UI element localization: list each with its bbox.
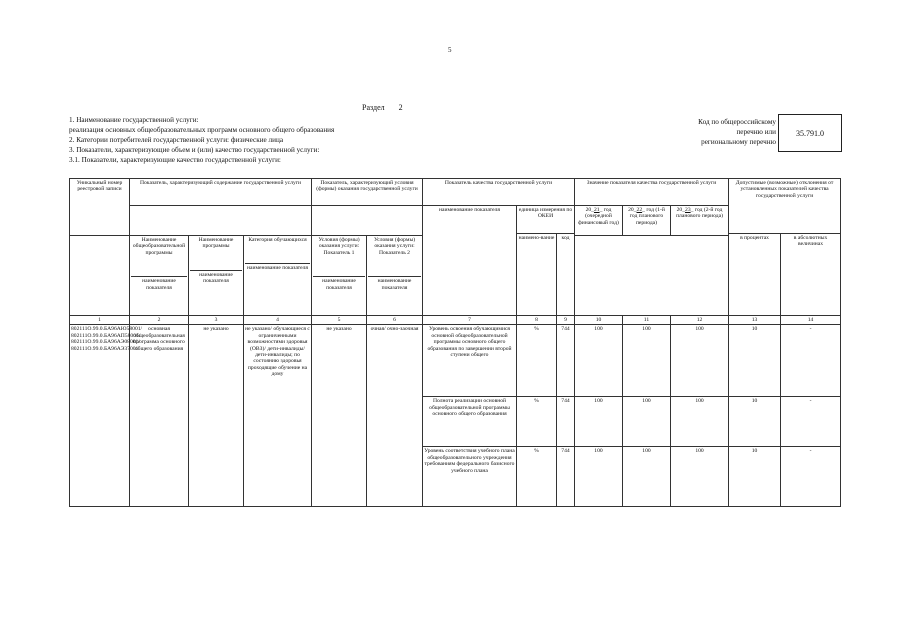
code-label-line3: региональному перечню (701, 138, 776, 146)
indicator-v3-cell: 100 (671, 325, 729, 397)
indicator-v1-cell: 100 (575, 397, 623, 447)
header-percent: в процентах (729, 234, 781, 316)
unique-number-cell: 802111О.99.0.БА96АЮ58001/ 802111О.99.0.БА96АП58001/ 802111О.99.0.БА96АЭ08001/ 802111О.99.0.БА96АЭ37001 (70, 325, 130, 507)
indicator-pct-cell: 10 (729, 325, 781, 397)
indicator-unit-cell: % (517, 397, 557, 447)
header-year-2: 20_22_ год (1-й год планового периода) (623, 206, 671, 236)
column-number: 5 (312, 316, 367, 325)
column-number: 1 (70, 316, 130, 325)
indicator-v3-cell: 100 (671, 397, 729, 447)
year-1-value: 21 (593, 207, 600, 213)
c3-label: Категория обучающихся (248, 237, 307, 243)
c1-label: Наименование общеобразовательной программы (132, 237, 186, 256)
c4-cell: не указано/ обучающиеся с ограниченными возможностями здоровья (ОВЗ)/ дети-инвалиды/ дети-инвалиды; по состоянию здоровья проходящие обучение на дому (244, 325, 312, 507)
year-1-caption: год (очередной финансовый год) (578, 207, 619, 226)
column-number: 12 (671, 316, 729, 325)
c5-cell: не указано (312, 325, 367, 507)
c5-label: Условия (формы) оказания услуги: Показатель 2 (373, 237, 416, 256)
c3-sub: наименование показателя (245, 263, 310, 271)
year-2-caption: год (1-й год планового периода) (629, 207, 665, 226)
header-deviation: Допустимые (возможные) отклонения от установленных показателей качества государственной услуги (729, 179, 841, 234)
header-year-1: 20_21_ год (очередной финансовый год) (575, 206, 623, 236)
program-cell: основная общеобразовательная программа основного общего образования (130, 325, 189, 507)
year-1-prefix: 20 (585, 207, 592, 213)
column-number: 8 (517, 316, 557, 325)
header-unit-code: код (557, 234, 575, 316)
column-number: 11 (623, 316, 671, 325)
indicator-v2-cell: 100 (623, 447, 671, 507)
column-number: 2 (130, 316, 189, 325)
year-2-value: 22 (636, 207, 643, 213)
header-c3 (244, 236, 312, 316)
indicators-label: 3. Показатели, характеризующие объем и (или) качество государственной услуги: (69, 146, 320, 154)
c3-cell: не указано (189, 325, 244, 507)
header-unit: единица измерения по ОКЕИ (517, 206, 575, 234)
table-row (70, 325, 841, 397)
header-indicator-values: Значение показателя качества государственной услуги (575, 179, 729, 206)
header-year-spacer (575, 236, 729, 316)
header-c2 (189, 236, 244, 316)
indicator-code-cell: 744 (557, 447, 575, 507)
indicator-pct-cell: 10 (729, 397, 781, 447)
year-2-prefix: 20 (628, 207, 634, 213)
header-c1 (130, 236, 189, 316)
indicator-name-cell: Уровень освоения обучающимися основной общеобразовательной программы основного общего образования по завершении второй ступени общего (423, 325, 517, 397)
year-3-value: 23 (685, 207, 691, 213)
indicator-v2-cell: 100 (623, 325, 671, 397)
c4-label: Условия (формы) оказания услуги: Показатель 1 (318, 237, 360, 256)
section-number: 2 (398, 103, 403, 112)
year-3-caption: год (2-й год планового периода) (676, 207, 723, 220)
indicator-abs-cell: - (781, 447, 841, 507)
header-content-indicator: Показатель, характеризующий содержание государственной услуги (130, 179, 312, 206)
column-numbers-row (70, 316, 841, 325)
service-name-label: 1. Наименование государственной услуги: (69, 116, 199, 124)
header-c5 (367, 236, 423, 316)
section-label: Раздел (362, 103, 385, 112)
indicator-name-cell: Уровень соответствия учебного плана общеобразовательного учреждения требованиям федерального базисного учебного плана (423, 447, 517, 507)
indicator-abs-cell: - (781, 397, 841, 447)
code-label (640, 117, 776, 147)
consumer-category: 2. Категории потребителей государственной услуги: физические лица (69, 136, 284, 144)
indicator-abs-cell: - (781, 325, 841, 397)
quality-indicators-table (69, 178, 841, 507)
header-conditions-indicator: Показатель, характеризующий условия (формы) оказания государственной услуги (312, 179, 423, 206)
column-number: 14 (781, 316, 841, 325)
column-number: 3 (189, 316, 244, 325)
indicator-unit-cell: % (517, 447, 557, 507)
content-spacer (130, 206, 312, 236)
header-quality-indicator: Показатель качества государственной услуги (423, 179, 575, 206)
page-number: 5 (448, 46, 452, 54)
quality-indicators-label: 3.1. Показатели, характеризующие качество государственной услуги: (69, 156, 281, 164)
c2-sub: наименование показателя (190, 270, 242, 285)
header-year-3: 20_23_ год (2-й год планового периода) (671, 206, 729, 236)
column-number: 13 (729, 316, 781, 325)
registry-code-box (778, 114, 842, 152)
column-number: 4 (244, 316, 312, 325)
code-label-line1: Код по общероссийскому (698, 118, 776, 126)
section-title (362, 103, 403, 112)
c6-cell: очная/ очно-заочная (367, 325, 423, 507)
service-name: реализация основных общеобразовательных программ основного общего образования (69, 126, 335, 134)
c5-sub: наименование показателя (368, 276, 421, 291)
header-absolute: в абсолютных величинах (781, 234, 841, 316)
column-number: 6 (367, 316, 423, 325)
header-c4 (312, 236, 367, 316)
column-number: 7 (423, 316, 517, 325)
code-label-line2: перечню или (736, 128, 776, 136)
indicator-v1-cell: 100 (575, 325, 623, 397)
header-unique-number: Уникальный номер реестровой записи (70, 179, 130, 236)
header-unique-spacer (70, 236, 130, 316)
header-indicator-name: наименование показателя (423, 206, 517, 316)
indicator-v2-cell: 100 (623, 397, 671, 447)
column-number: 9 (557, 316, 575, 325)
year-3-prefix: 20 (676, 207, 683, 213)
indicator-unit-cell: % (517, 325, 557, 397)
c1-sub: наименование показателя (131, 276, 187, 291)
registry-code: 35.791.0 (796, 128, 824, 138)
indicator-pct-cell: 10 (729, 447, 781, 507)
indicator-v3-cell: 100 (671, 447, 729, 507)
header-unit-name: наимено-вание (517, 234, 557, 316)
c2-label: Наименование программы (198, 237, 234, 250)
indicator-code-cell: 744 (557, 397, 575, 447)
indicator-v1-cell: 100 (575, 447, 623, 507)
conditions-spacer (312, 206, 423, 236)
indicator-name-cell: Полнота реализации основной общеобразовательной программы основного общего образования (423, 397, 517, 447)
c4-sub: наименование показателя (313, 276, 365, 291)
column-number: 10 (575, 316, 623, 325)
indicator-code-cell: 744 (557, 325, 575, 397)
